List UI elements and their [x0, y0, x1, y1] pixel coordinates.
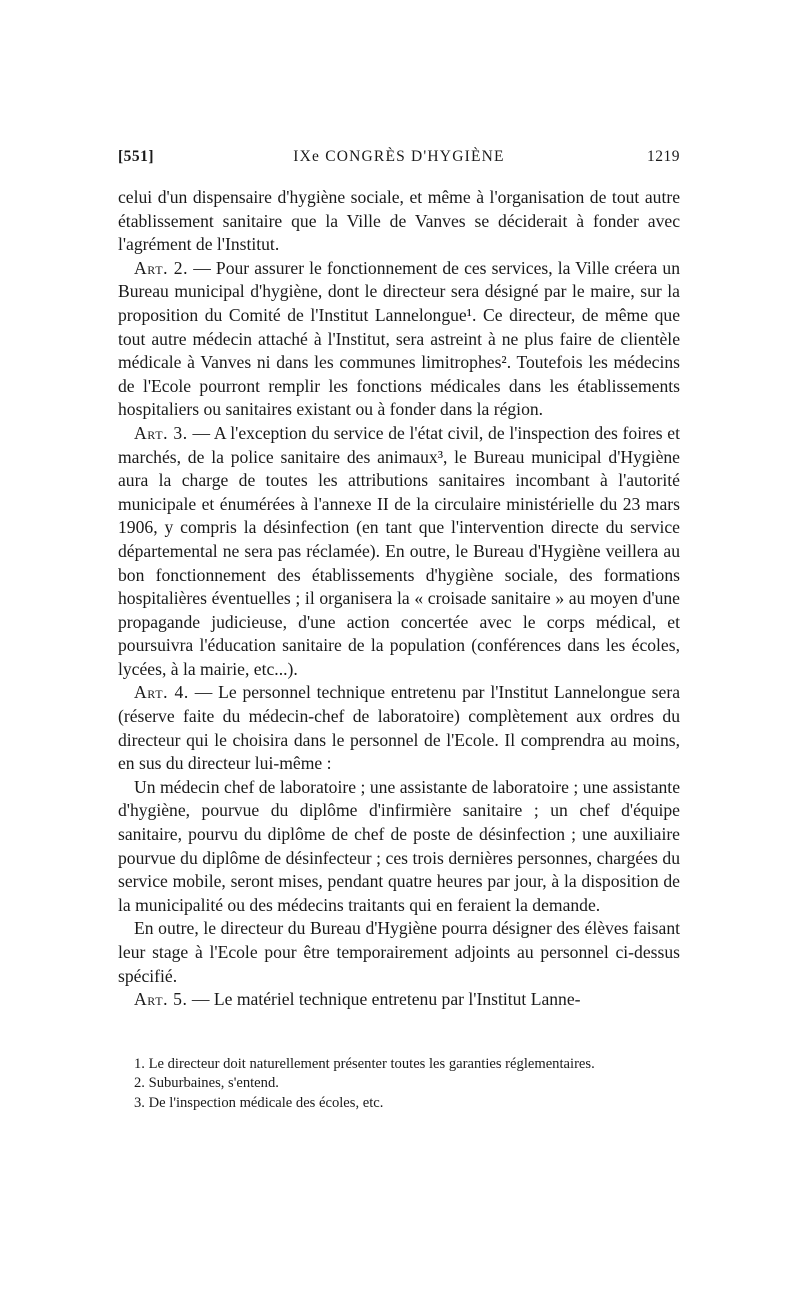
article-label: Art. 5.: [134, 989, 188, 1010]
footnote-3: 3. De l'inspection médicale des écoles, etc.: [134, 1094, 384, 1111]
additional-staff-paragraph: [118, 917, 680, 988]
paragraph-text: Un médecin chef de laboratoire ; une assistante de laboratoire ; une assistante d'hygiène, pourvue du diplôme d'infirmière sanitaire ; un chef d'équipe sanitaire, pourvu du diplôme de chef de poste de désinfection ; une auxiliaire pourvue du diplôme de désinfecteur ; ces trois dernières personnes, chargées du service mobile, seront mises, pendant quatre heures par jour, à la disposition de la municipalité ou des médecins traitants qui en feraient la demande.: [118, 776, 680, 915]
body-text: [118, 186, 680, 1012]
paragraph-continuation: [118, 186, 680, 257]
paragraph-text: — Le matériel technique entretenu par l'Institut Lanne-: [187, 989, 581, 1010]
running-title: IXe CONGRÈS D'HYGIÈNE: [293, 148, 505, 165]
page-reference: [551]: [118, 148, 155, 165]
paragraph-text: En outre, le directeur du Bureau d'Hygiène pourra désigner des élèves faisant leur stage à l'Ecole pour être temporairement adjoints au personnel ci-dessus spécifié.: [118, 918, 680, 986]
paragraph-text: celui d'un dispensaire d'hygiène sociale, et même à l'organisation de tout autre établissement sanitaire que la Ville de Vanves se déciderait à fonder avec l'agrément de l'Institut.: [118, 187, 680, 255]
article-5: [118, 988, 680, 1012]
book-page: [118, 148, 680, 1113]
footnotes: [118, 1055, 680, 1114]
article-label: Art. 2.: [134, 257, 189, 278]
article-label: Art. 4.: [134, 682, 189, 703]
running-header: [118, 148, 680, 176]
staff-list-paragraph: [118, 776, 680, 918]
paragraph-text: — Pour assurer le fonctionnement de ces services, la Ville créera un Bureau municipal d'hygiène, dont le directeur sera désigné par le maire, sur la proposition du Comité de l'Institut Lannelongue¹. Ce directeur, de même que tout autre médecin attaché à l'Institut, sera astreint à ne plus faire de clientèle médicale à Vanves ni dans les communes limitrophes². Toutefois les médecins de l'Ecole pourront remplir les fonctions médicales dans les établissements hospitaliers ou sanitaires existant ou à fonder dans la région.: [118, 257, 680, 420]
article-3: [118, 422, 680, 682]
footnote-separator: [118, 1012, 680, 1055]
article-2: [118, 257, 680, 422]
footnote-2: 2. Suburbaines, s'entend.: [134, 1075, 279, 1092]
paragraph-text: — Le personnel technique entretenu par l'Institut Lannelongue sera (réserve faite du médecin-chef de laboratoire) complètement aux ordres du directeur qui le choisira dans le personnel de l'Ecole. Il comprendra au moins, en sus du directeur lui-même :: [118, 682, 680, 774]
footnote-1: 1. Le directeur doit naturellement présenter toutes les garanties réglementaires.: [134, 1055, 595, 1072]
paragraph-text: — A l'exception du service de l'état civil, de l'inspection des foires et marchés, de la police sanitaire des animaux³, le Bureau municipal d'Hygiène aura la charge de toutes les attributions sanitaires incombant à l'autorité municipale et énumérées à l'annexe II de la circulaire ministérielle du 23 mars 1906, y compris la désinfection (en tant que l'intervention directe du service départemental ne sera pas réclamée). En outre, le Bureau d'Hygiène veillera au bon fonctionnement des établissements d'hygiène sociale, des formations hospitalières éventuelles ; il organisera la « croisade sanitaire » au moyen d'une propagande judicieuse, d'une action concertée avec le corps médical, et poursuivra l'éducation sanitaire de la population (conférences dans les écoles, lycées, à la mairie, etc...).: [118, 422, 680, 679]
article-label: Art. 3.: [134, 422, 188, 443]
page-number: 1219: [647, 148, 680, 165]
article-4: [118, 681, 680, 775]
